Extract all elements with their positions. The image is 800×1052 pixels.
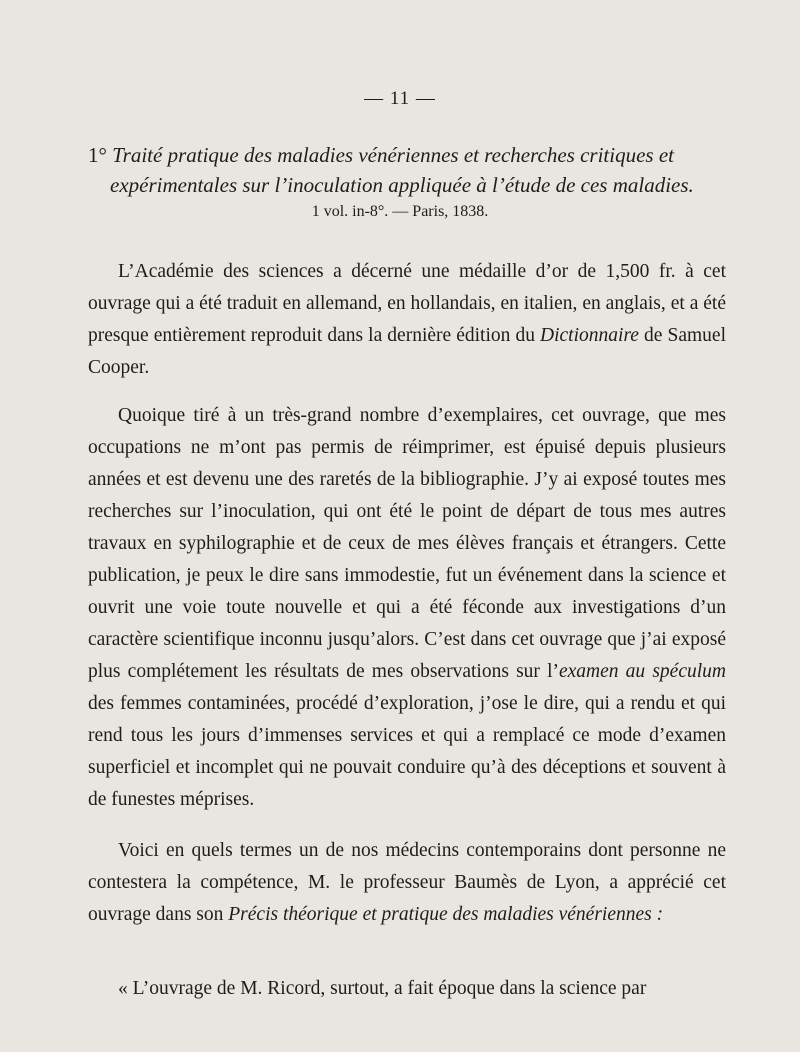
- paragraph-voici: [88, 835, 726, 931]
- publication-info: 1 vol. in-8°. — Paris, 1838.: [311, 203, 489, 220]
- paragraph-quoique-text-b: des femmes contaminées, procédé d’exploration, j’ose le dire, qui a rendu et qui rend tous les jours d’immenses services et qui a remplacé ce mode d’examen superficiel et incomplet qui ne pouvait conduire qu’à des déceptions et souvent à de funestes méprises.: [88, 693, 726, 810]
- entry-title-line-1: Traité pratique des maladies vénériennes et recherches critiques et: [112, 143, 674, 167]
- paragraph-academie-text-b: de Samuel Cooper.: [88, 325, 726, 378]
- paragraph-quote-start: [88, 973, 726, 1005]
- examen-speculum: examen au spéculum: [558, 661, 726, 682]
- entry-index: 1°: [88, 143, 107, 167]
- paragraph-quoique: [88, 400, 726, 816]
- paragraph-quote-text: « L’ouvrage de M. Ricord, surtout, a fait époque dans la science par: [118, 978, 647, 999]
- paragraph-quoique-text-a: Quoique tiré à un très-grand nombre d’exemplaires, cet ouvrage, que mes occupations ne m’ont pas permis de réimprimer, est épuisé depuis plusieurs années et est devenu une des raretés de la bibliographie. J’y ai exposé toutes mes recherches sur l’inoculation, qui ont été le point de départ de tous mes autres travaux en syphilographie et de ceux de mes élèves français et étrangers. Cette publication, je peux le dire sans immodestie, fut un événement dans la science et ouvrit une voie toute nouvelle et qui a été féconde aux investigations d’un caractère scientifique inconnu jusqu’alors. C’est dans cet ouvrage que j’ai exposé plus complétement les résultats de mes observations sur l’: [88, 405, 726, 682]
- entry-title-line-2: expérimentales sur l’inoculation appliquée à l’étude de ces maladies.: [110, 173, 694, 197]
- dictionnaire-title: Dictionnaire: [540, 325, 639, 346]
- page-number: — 11 —: [364, 88, 436, 109]
- precis-title: Précis théorique et pratique des maladies vénériennes :: [228, 904, 664, 925]
- paragraph-academie: [88, 256, 726, 384]
- entry-title: [88, 140, 728, 200]
- paragraph-voici-text-a: Voici en quels termes un de nos médecins contemporains dont personne ne contestera la compétence, M. le professeur Baumès de Lyon, a apprécié cet ouvrage dans son: [88, 840, 726, 925]
- paragraph-academie-text-a: L’Académie des sciences a décerné une médaille d’or de 1,500 fr. à cet ouvrage qui a été traduit en allemand, en hollandais, en italien, en anglais, et a été presque entièrement reproduit dans la dernière édition du: [88, 261, 726, 346]
